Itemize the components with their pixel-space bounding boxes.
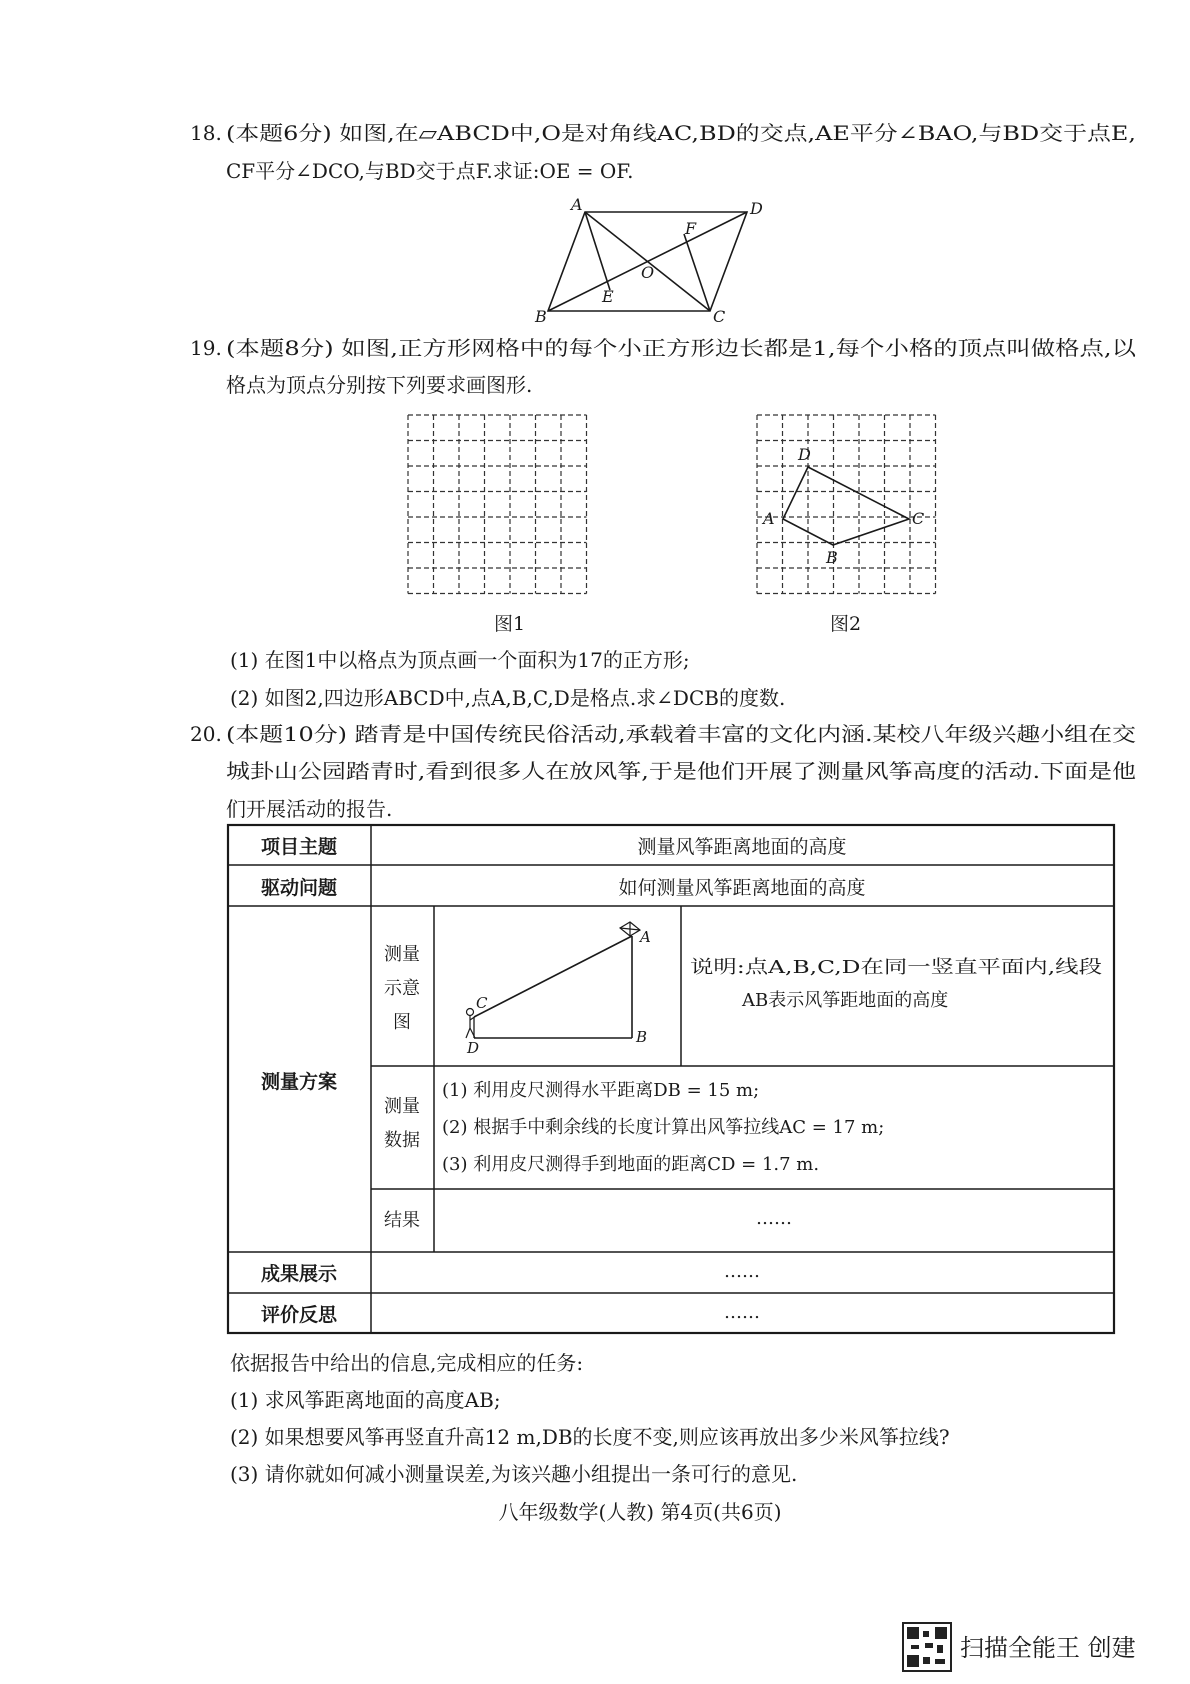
row-eval-label: 评价反思 bbox=[260, 1304, 338, 1326]
q18-number: 18. bbox=[190, 121, 222, 145]
row-question-label: 驱动问题 bbox=[260, 877, 338, 899]
q19-label-b: B bbox=[826, 548, 838, 567]
question-20 bbox=[190, 722, 1136, 1486]
qr-code-icon bbox=[903, 1623, 951, 1671]
q18-label-d: D bbox=[750, 199, 763, 218]
q20-line1: (本题10分) 踏青是中国传统民俗活动,承载着丰富的文化内涵.某校八年级兴趣小组在交 bbox=[226, 722, 1136, 746]
q19-quad-shape bbox=[783, 467, 909, 545]
q19-part1: (1) 在图1中以格点为顶点画一个面积为17的正方形; bbox=[230, 648, 690, 672]
q20-task-3: (3) 请你就如何减小测量误差,为该兴趣小组提出一条可行的意见. bbox=[230, 1462, 798, 1486]
q20-task-1: (1) 求风筝距离地面的高度AB; bbox=[230, 1388, 501, 1412]
q19-line2: 格点为顶点分别按下列要求画图形. bbox=[226, 373, 533, 397]
q18-label-o: O bbox=[641, 263, 655, 282]
scanner-watermark bbox=[903, 1623, 1136, 1671]
diagram-label-c: C bbox=[476, 994, 488, 1012]
q19-label-a: A bbox=[763, 509, 775, 528]
q18-line1: (本题6分) 如图,在▱ABCD中,O是对角线AC,BD的交点,AE平分∠BAO,与BD交于点E, bbox=[226, 121, 1136, 145]
watermark-text: 扫描全能王 创建 bbox=[960, 1634, 1136, 1662]
row-question-value: 如何测量风筝距离地面的高度 bbox=[618, 877, 866, 899]
diagram-label-a: A bbox=[640, 928, 651, 946]
data-label-line2: 数据 bbox=[384, 1130, 420, 1151]
q19-quadrilateral-abcd bbox=[761, 445, 924, 567]
data-item-2: (2) 根据手中剩余线的长度计算出风筝拉线AC = 17 m; bbox=[442, 1117, 885, 1138]
q18-segment-cf bbox=[684, 234, 710, 311]
q20-line3: 们开展活动的报告. bbox=[226, 797, 393, 821]
row-topic-value: 测量风筝距离地面的高度 bbox=[637, 836, 847, 858]
data-item-3: (3) 利用皮尺测得手到地面的距离CD = 1.7 m. bbox=[442, 1154, 820, 1175]
row-show-label: 成果展示 bbox=[260, 1263, 338, 1285]
diagram-note-line2: AB表示风筝距地面的高度 bbox=[742, 990, 949, 1011]
diagram-note-line1: 说明:点A,B,C,D在同一竖直平面内,线段 bbox=[690, 957, 1102, 978]
diagram-label-line1: 测量 bbox=[384, 944, 420, 965]
q19-part2: (2) 如图2,四边形ABCD中,点A,B,C,D是格点.求∠DCB的度数. bbox=[230, 686, 786, 710]
question-18 bbox=[190, 121, 1136, 326]
diagram-label-line3: 图 bbox=[393, 1012, 411, 1033]
row-eval-value: …… bbox=[724, 1302, 760, 1323]
q18-line2: CF平分∠DCO,与BD交于点F.求证:OE = OF. bbox=[226, 159, 634, 183]
q18-parallelogram-figure bbox=[548, 212, 747, 311]
q20-number: 20. bbox=[190, 722, 222, 746]
q20-task-intro: 依据报告中给出的信息,完成相应的任务: bbox=[230, 1351, 584, 1375]
data-label-line1: 测量 bbox=[384, 1096, 420, 1117]
row-show-value: …… bbox=[724, 1261, 760, 1282]
q19-grid-figure-1 bbox=[408, 415, 587, 594]
q18-label-f: F bbox=[685, 219, 697, 238]
q19-line1: (本题8分) 如图,正方形网格中的每个小正方形边长都是1,每个小格的顶点叫做格点,以 bbox=[226, 336, 1138, 360]
diagram-label-line2: 示意 bbox=[384, 978, 420, 999]
q18-label-b: B bbox=[535, 307, 547, 326]
q19-label-c: C bbox=[912, 509, 925, 528]
q19-grid-figure-2 bbox=[757, 415, 936, 594]
kite-string-ac bbox=[474, 936, 632, 1017]
row-topic-label: 项目主题 bbox=[260, 836, 338, 858]
q20-task-2: (2) 如果想要风筝再竖直升高12 m,DB的长度不变,则应该再放出多少米风筝拉线? bbox=[230, 1425, 950, 1449]
row-plan-label: 测量方案 bbox=[260, 1071, 338, 1093]
q18-label-a: A bbox=[571, 195, 583, 214]
kite-icon bbox=[620, 922, 640, 936]
q20-line2: 城卦山公园踏青时,看到很多人在放风筝,于是他们开展了测量风筝高度的活动.下面是他 bbox=[226, 759, 1136, 783]
result-value: …… bbox=[756, 1208, 792, 1229]
question-19 bbox=[190, 336, 1137, 710]
kite-measurement-diagram bbox=[466, 922, 651, 1057]
diagram-label-b: B bbox=[636, 1028, 648, 1046]
q18-diagonal-bd bbox=[548, 212, 747, 311]
result-label: 结果 bbox=[384, 1210, 420, 1231]
q19-label-d: D bbox=[798, 445, 811, 464]
q18-label-e: E bbox=[602, 287, 614, 306]
q18-segment-ae bbox=[585, 212, 610, 290]
q19-fig2-caption: 图2 bbox=[830, 613, 862, 635]
diagram-label-d: D bbox=[467, 1039, 480, 1057]
page-footer: 八年级数学(人教) 第4页(共6页) bbox=[498, 1500, 782, 1524]
table-outer-border bbox=[228, 825, 1114, 1333]
q19-number: 19. bbox=[190, 336, 222, 360]
q19-fig1-caption: 图1 bbox=[494, 613, 526, 635]
data-item-1: (1) 利用皮尺测得水平距离DB = 15 m; bbox=[442, 1080, 760, 1101]
q18-label-c: C bbox=[713, 307, 726, 326]
q20-report-table bbox=[228, 825, 1114, 1333]
